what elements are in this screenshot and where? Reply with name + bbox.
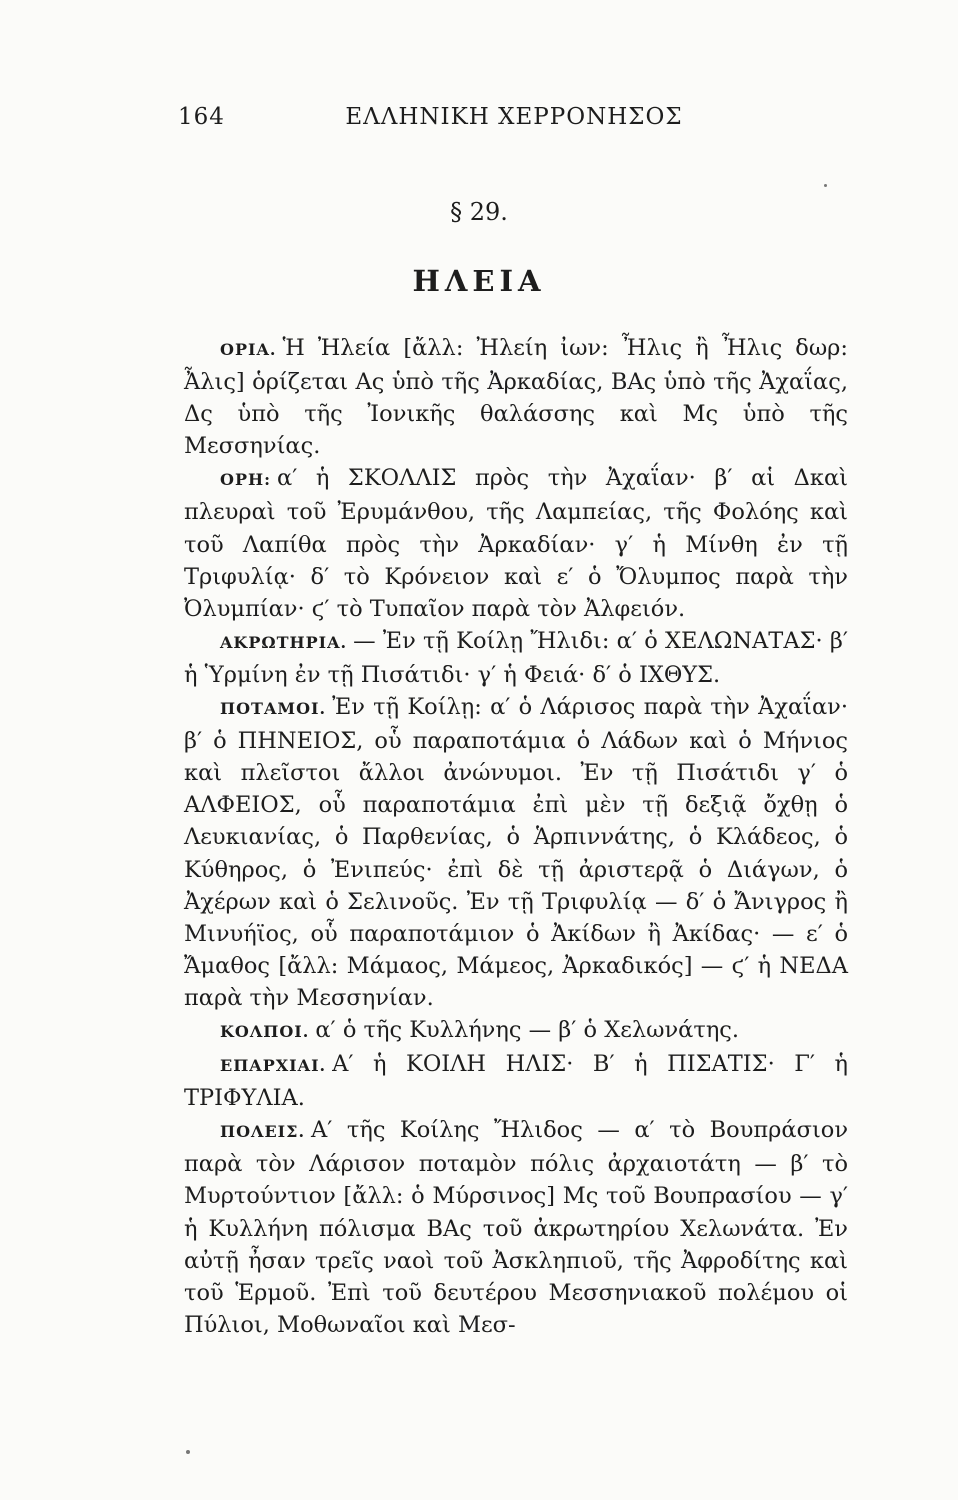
paragraph-label: ΕΠΑΡΧΙΑΙ. bbox=[220, 1056, 327, 1076]
section-number: § 29. bbox=[450, 198, 508, 226]
paragraph-gulfs bbox=[184, 1014, 848, 1048]
chapter-title: ΗΛΕΙΑ bbox=[412, 264, 546, 298]
page-header bbox=[178, 104, 850, 144]
paragraph-boundaries bbox=[184, 332, 848, 462]
paragraph-label: ΑΚΡΩΤΗΡΙΑ. bbox=[220, 632, 348, 652]
paragraph-cities bbox=[184, 1114, 848, 1341]
paragraph-text: Α′ ἡ ΚΟΙΛΗ ΗΛΙΣ· Β′ ἡ ΠΙΣΑΤΙΣ· Γ′ ἡ ΤΡΙΦΥΛΙΑ. bbox=[184, 1051, 848, 1112]
paragraph-text: Ἐν τῇ Κοίλῃ: α′ ὁ Λάρισος παρὰ τὴν Ἀχαΐαν· β′ ὁ ΠΗΝΕΙΟΣ, οὗ παραποτάμια ὁ Λάδων καὶ ὁ Μήνιος καὶ πλεῖστοι ἄλλοι ἀνώνυμοι. Ἐν τῇ Πισάτιδι γ′ ὁ ΑΛΦΕΙΟΣ, οὗ παραποτάμια ἐπὶ μὲν τῇ δεξιᾷ ὄχθῃ ὁ Λευκιανίας, ὁ Παρθενίας, ὁ Ἁρπιννάτης, ὁ Κλάδεος, ὁ Κύθηρος, ὁ Ἐνιπεύς· ἐπὶ δὲ τῇ ἀριστερᾷ ὁ Διάγων, ὁ Ἀχέρων καὶ ὁ Σελινοῦς. Ἐν τῇ Τριφυλίᾳ — δ′ ὁ Ἄνιγρος ἢ Μινυήϊος, οὗ παραποτάμιον ὁ Ἀκίδων ἢ Ἀκίδας· — ε′ ὁ Ἄμαθος [ἄλλ: Μάμαος, Μάμεος, Ἀρκαδικός] — ϛ′ ἡ ΝΕΔΑ παρὰ τὴν Μεσσηνίαν. bbox=[184, 694, 848, 1011]
paragraph-text: α′ ἡ ΣΚΟΛΛΙΣ πρὸς τὴν Ἀχαΐαν· β′ αἱ Δκαὶ πλευραὶ τοῦ Ἐρυμάνθου, τῆς Λαμπείας, τῆς Φολόης καὶ τοῦ Λαπίθα πρὸς τὴν Ἀρκαδίαν· γ′ ἡ Μίνθη ἐν τῇ Τριφυλίᾳ· δ′ τὸ Κρόνειον καὶ ε′ ὁ Ὄλυμπος παρὰ τὴν Ὀλυμπίαν· ϛ′ τὸ Τυπαῖον παρὰ τὸν Ἀλφειόν. bbox=[184, 465, 848, 622]
paragraph-provinces bbox=[184, 1048, 848, 1114]
paragraph-label: ΚΟΛΠΟΙ. bbox=[220, 1021, 310, 1041]
paragraph-text: Ἡ Ἠλεία [ἄλλ: Ἠλείη ἰων: Ἦλις ἢ Ἦλις δωρ: Ἆλις] ὁρίζεται Ας ὑπὸ τῆς Ἀρκαδίας, ΒΑς ὑπὸ τῆς Ἀχαΐας, Δς ὑπὸ τῆς Ἰονικῆς θαλάσσης καὶ Μς ὑπὸ τῆς Μεσσηνίας. bbox=[184, 335, 848, 460]
paragraph-mountains bbox=[184, 462, 848, 624]
paragraph-text: α′ ὁ τῆς Κυλλήνης — β′ ὁ Χελωνάτης. bbox=[315, 1016, 740, 1043]
paragraph-label: ΟΡΗ: bbox=[220, 470, 271, 490]
paragraph-text: Α′ τῆς Κοίλης Ἤλιδος — α′ τὸ Βουπράσιον παρὰ τὸν Λάρισον ποταμὸν πόλις ἀρχαιοτάτη — β′ τὸ Μυρτούντιον [ἄλλ: ὁ Μύρσινος] Μς τοῦ Βουπρασίου — γ′ ἡ Κυλλήνη πόλισμα ΒΑς τοῦ ἀκρωτηρίου Χελωνάτα. Ἐν αὐτῇ ἦσαν τρεῖς ναοὶ τοῦ Ἀσκληπιοῦ, τῆς Ἀφροδίτης καὶ τοῦ Ἑρμοῦ. Ἐπὶ τοῦ δευτέρου Μεσσηνιακοῦ πολέμου οἱ Πύλιοι, Μοθωναῖοι καὶ Μεσ- bbox=[184, 1117, 848, 1338]
page-number: 164 bbox=[178, 104, 225, 130]
paragraph-rivers bbox=[184, 691, 848, 1014]
body-text bbox=[184, 332, 848, 1341]
ink-speck bbox=[824, 184, 827, 187]
paragraph-capes bbox=[184, 625, 848, 691]
running-title: ΕΛΛΗΝΙΚΗ ΧΕΡΡΟΝΗΣΟΣ bbox=[345, 104, 683, 130]
paragraph-label: ΠΟΤΑΜΟΙ. bbox=[220, 699, 327, 719]
ink-speck bbox=[186, 1450, 190, 1454]
paragraph-text: — Ἐν τῇ Κοίλῃ Ἤλιδι: α′ ὁ ΧΕΛΩΝΑΤΑΣ· β′ ἡ Ὑρμίνη ἐν τῇ Πισάτιδι· γ′ ἡ Φειά· δ′ ὁ ΙΧΘΥΣ. bbox=[184, 627, 848, 688]
paragraph-label: ΟΡΙΑ. bbox=[220, 340, 277, 359]
paragraph-label: ΠΟΛΕΙΣ. bbox=[220, 1122, 306, 1142]
